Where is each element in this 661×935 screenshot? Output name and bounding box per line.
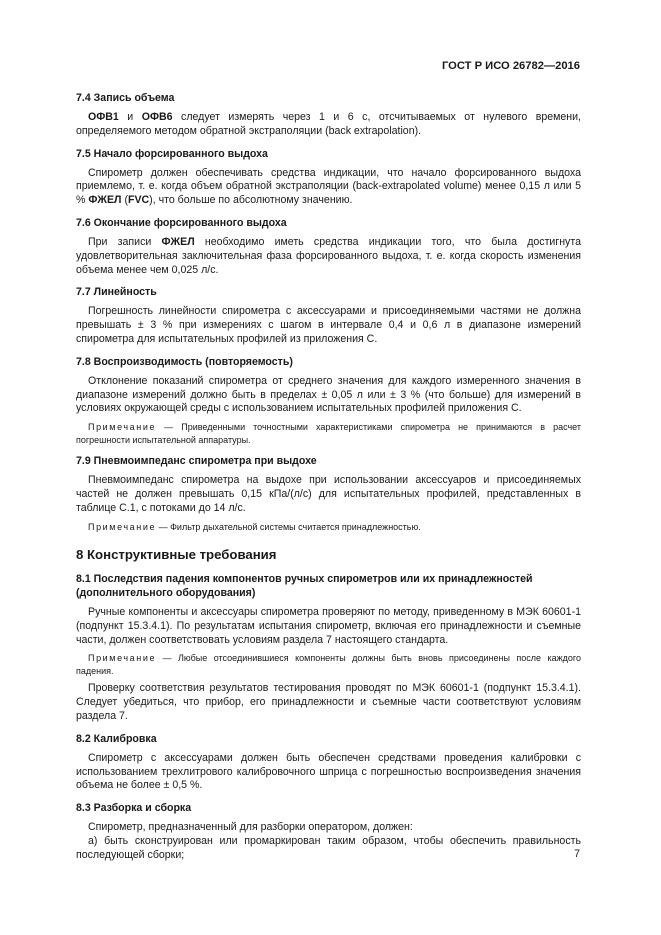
section-7-8: [76, 355, 581, 446]
section-title: 8.3 Разборка и сборка: [76, 802, 192, 815]
note-label: Примечание: [88, 521, 157, 532]
paragraph: [76, 111, 581, 139]
paragraph: Отклонение показаний спирометра от среднего значения для каждого измеренного значения в диапазоне измерений должно быть в пределах ± 0,05 л или ± 3 % (что больше) для измерений в условиях окружающей среды с использованием испытательных профилей приложения С.: [76, 374, 581, 415]
section-8-3: [76, 801, 581, 862]
section-title: 7.5 Начало форсированного выдоха: [76, 147, 268, 160]
term: ФЖЕЛ: [88, 194, 122, 207]
paragraph: [76, 167, 581, 208]
note-text: — Фильтр дыхательной системы считается принадлежностью.: [156, 521, 421, 532]
section-title: 7.4 Запись объема: [76, 92, 175, 104]
text: При записи: [88, 235, 162, 248]
paragraph: Проверку соответствия результатов тестирования проводят по МЭК 60601-1 (подпункт 15.3.4.1). Следует убедиться, что прибор, его принадлежности и съемные части соответствуют условиям раздела 7.: [76, 682, 581, 723]
document-header: ГОСТ Р ИСО 26782—2016: [441, 60, 580, 72]
chapter-title: 8 Конструктивные требования: [76, 547, 277, 563]
note: [76, 521, 581, 534]
section-title: 8.2 Калибровка: [76, 732, 157, 745]
section-8: [76, 547, 581, 563]
paragraph: Ручные компоненты и аксессуары спирометра проверяют по методу, приведенному в МЭК 60601-1 (подпункт 15.3.4.1). По результатам испытания спирометр, включая его принадлежности и съемные части, должен соответствовать условиям раздела 7 настоящего стандарта.: [76, 606, 581, 646]
paragraph: Спирометр с аксессуарами должен быть обеспечен средствами проведения калибровки с использованием трехлитрового калибровочного шприца с погрешностью воспроизведения значения объема не более ± 0,5 %.: [76, 751, 581, 792]
term: ОФВ6: [141, 111, 173, 123]
section-7-4: [76, 91, 581, 139]
text: ), что больше по абсолютному значению.: [149, 194, 353, 207]
section-7-5: [76, 147, 581, 208]
section-title: 7.9 Пневмоимпеданс спирометра при выдохе: [76, 455, 317, 468]
note: [76, 421, 581, 446]
note-text: — Приведенными точностными характеристиками спирометра не принимаются в расчет погрешности испытательной аппаратуры.: [76, 422, 581, 445]
note-label: Примечание: [88, 422, 157, 433]
term: ФЖЕЛ: [161, 235, 195, 248]
section-title: 7.6 Окончание форсированного выдоха: [76, 216, 287, 229]
text: (: [121, 194, 128, 207]
paragraph: [76, 236, 581, 277]
text: следует измерять через 1 и 6 с, отсчитываемых от нулевого времени, определяемого методом обратной экстраполяции (back extrapolation).: [76, 111, 581, 137]
section-7-7: [76, 285, 581, 346]
note-label: Примечание: [88, 653, 157, 664]
paragraph: а) быть сконструирован или промаркирован таким образом, чтобы обеспечить правильность последующей сборки;: [76, 835, 581, 861]
paragraph: Спирометр, предназначенный для разборки оператором, должен:: [88, 821, 413, 834]
paragraph: Пневмоимпеданс спирометра на выдохе при использовании аксессуаров и присоединяемых частей не должен превышать 0,15 кПа/(л/с) для испытательных профилей, представленных в таблице С.1, с потоками до 14 л/с.: [76, 474, 581, 514]
section-7-9: [76, 454, 581, 533]
text: и: [118, 111, 142, 123]
text: Спирометр должен обеспечивать средства индикации, что начало форсированного выдоха приемлемо, т. е. когда объем обратной экстраполяции (back-extrapolated volume) менее 0,15 л или 5 %: [76, 166, 581, 207]
section-title: 7.8 Воспроизводимость (повторяемость): [76, 355, 293, 368]
paragraph: Погрешность линейности спирометра с аксессуарами и присоединяемыми частями не должна превышать ± 3 % при измерениях с шагом в интервале 0,4 и 0,6 л в диапазоне измерений спирометра для испытательных профилей из приложения С.: [76, 305, 581, 345]
section-title: 7.7 Линейность: [76, 286, 157, 299]
section-title: 8.1 Последствия падения компонентов ручных спирометров или их принадлежностей (дополнительного оборудования): [76, 573, 533, 600]
note-text: — Любые отсоединившиеся компоненты должны быть вновь присоединены после каждого падения.: [76, 653, 581, 676]
text: необходимо иметь средства индикации того, что была достигнута удовлетворительная заключительная фаза форсированного выдоха, т. е. когда скорость изменения объема менее чем 0,025 л/с.: [76, 235, 581, 276]
section-7-6: [76, 216, 581, 277]
term: ОФВ1: [88, 111, 119, 123]
section-8-1: [76, 572, 581, 724]
note: [76, 652, 581, 677]
page-content: [76, 91, 581, 871]
page-number: 7: [574, 848, 580, 860]
section-8-2: [76, 732, 581, 793]
term: FVC: [127, 194, 150, 207]
